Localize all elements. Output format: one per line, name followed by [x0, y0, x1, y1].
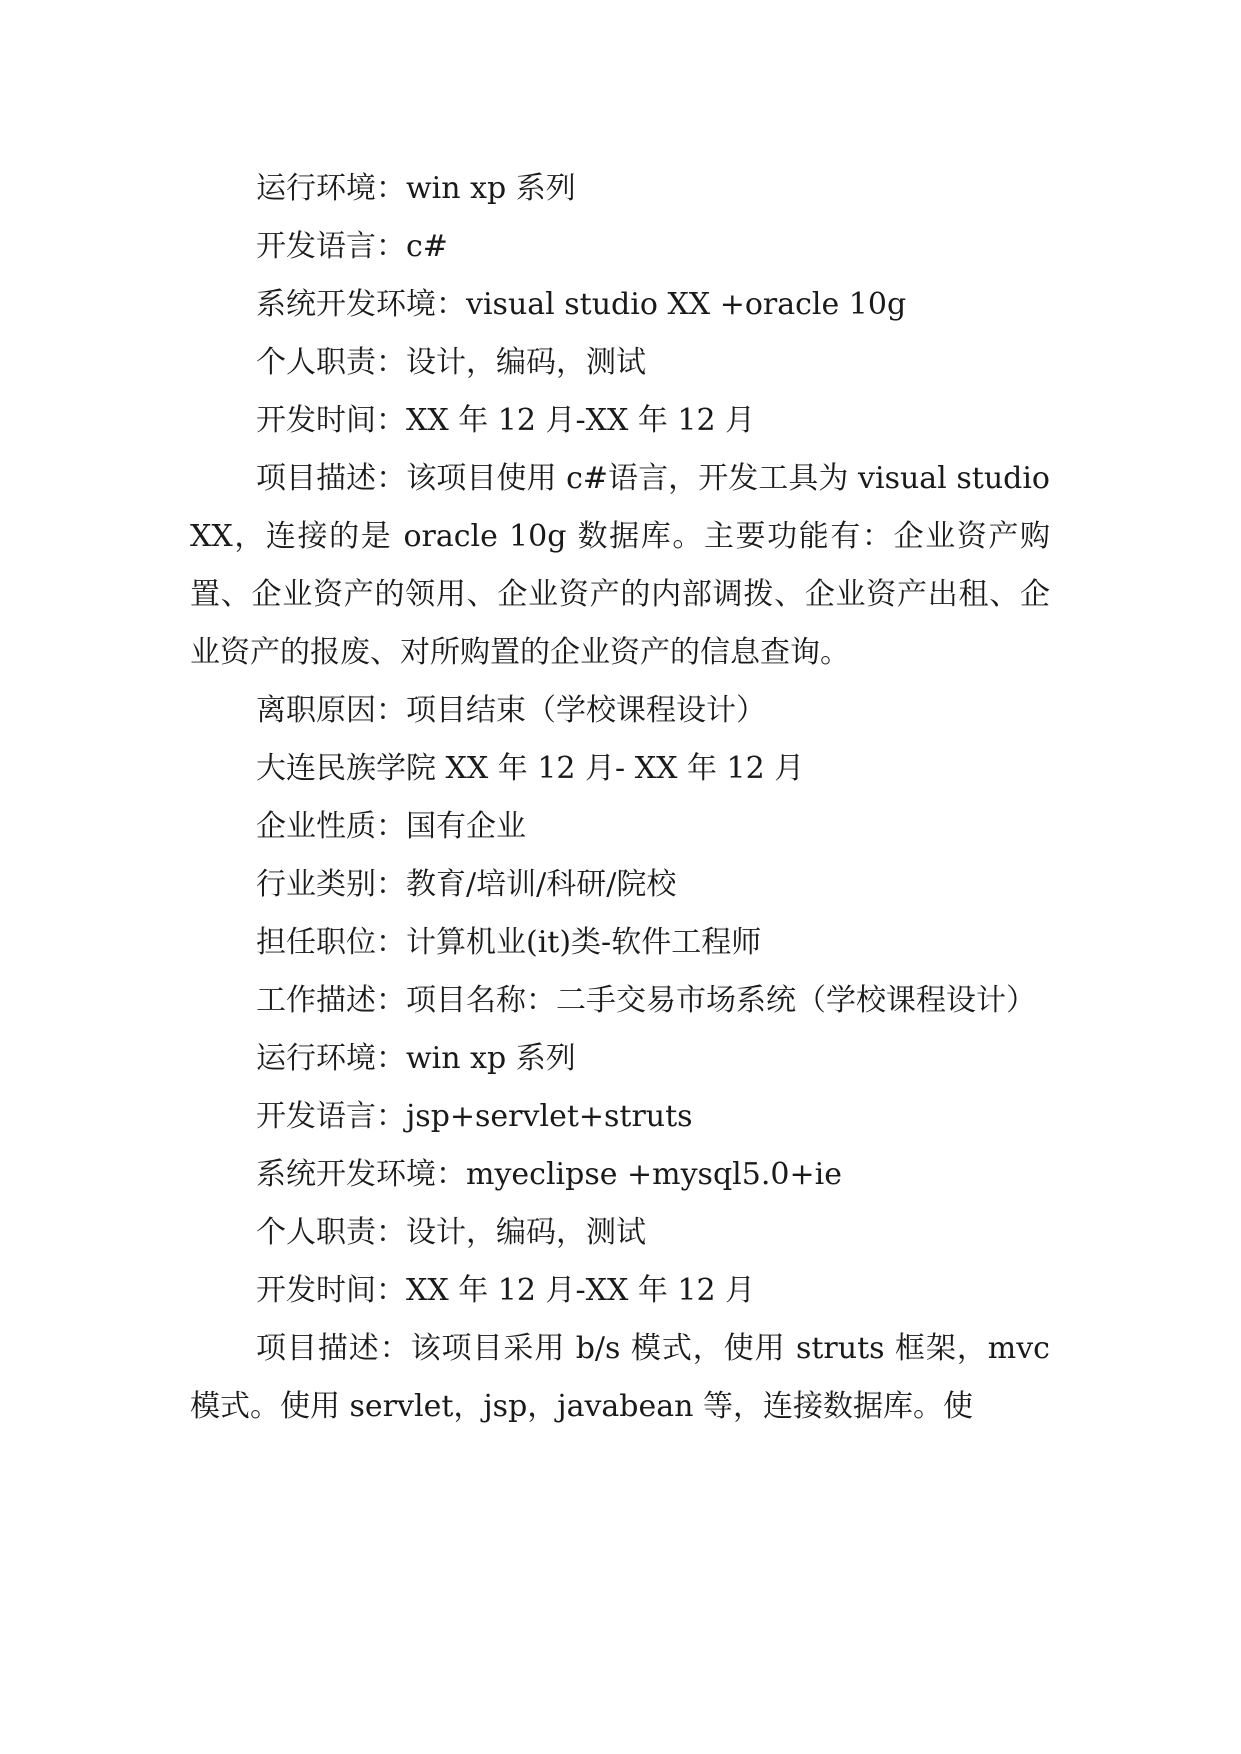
paragraph-dev-language-2: 开发语言：jsp+servlet+struts	[256, 1099, 693, 1134]
paragraph-company-type: 企业性质：国有企业	[256, 809, 526, 844]
paragraph-runtime-env-1: 运行环境：win xp 系列	[256, 171, 576, 206]
paragraph-project-description-2: 项目描述：该项目采用 b/s 模式，使用 struts 框架，mvc 模式。使用 servlet，jsp，javabean 等，连接数据库。使	[190, 1331, 1050, 1424]
paragraph-leave-reason: 离职原因：项目结束（学校课程设计）	[256, 693, 766, 728]
paragraph-work-description: 工作描述：项目名称：二手交易市场系统（学校课程设计）	[256, 983, 1036, 1018]
paragraph-institution: 大连民族学院 XX 年 12 月- XX 年 12 月	[256, 751, 805, 786]
paragraph-duties-2: 个人职责：设计，编码，测试	[256, 1215, 646, 1250]
paragraph-dev-language-1: 开发语言：c#	[256, 229, 448, 264]
paragraph-duties-1: 个人职责：设计，编码，测试	[256, 345, 646, 380]
paragraph-industry: 行业类别：教育/培训/科研/院校	[256, 867, 677, 902]
paragraph-position: 担任职位：计算机业(it)类-软件工程师	[256, 925, 762, 960]
paragraph-dev-env-1: 系统开发环境：visual studio XX +oracle 10g	[256, 287, 907, 322]
paragraph-project-description-1: 项目描述：该项目使用 c#语言，开发工具为 visual studio XX，连接的是 oracle 10g 数据库。主要功能有：企业资产购置、企业资产的领用、企业资产的内部调拨、企业资产出租、企业资产的报废、对所购置的企业资产的信息查询。	[190, 461, 1050, 670]
document-body	[190, 160, 1050, 1436]
paragraph-dev-env-2: 系统开发环境：myeclipse +mysql5.0+ie	[256, 1157, 842, 1192]
paragraph-runtime-env-2: 运行环境：win xp 系列	[256, 1041, 576, 1076]
paragraph-dev-time-1: 开发时间：XX 年 12 月-XX 年 12 月	[256, 403, 756, 438]
paragraph-dev-time-2: 开发时间：XX 年 12 月-XX 年 12 月	[256, 1273, 756, 1308]
